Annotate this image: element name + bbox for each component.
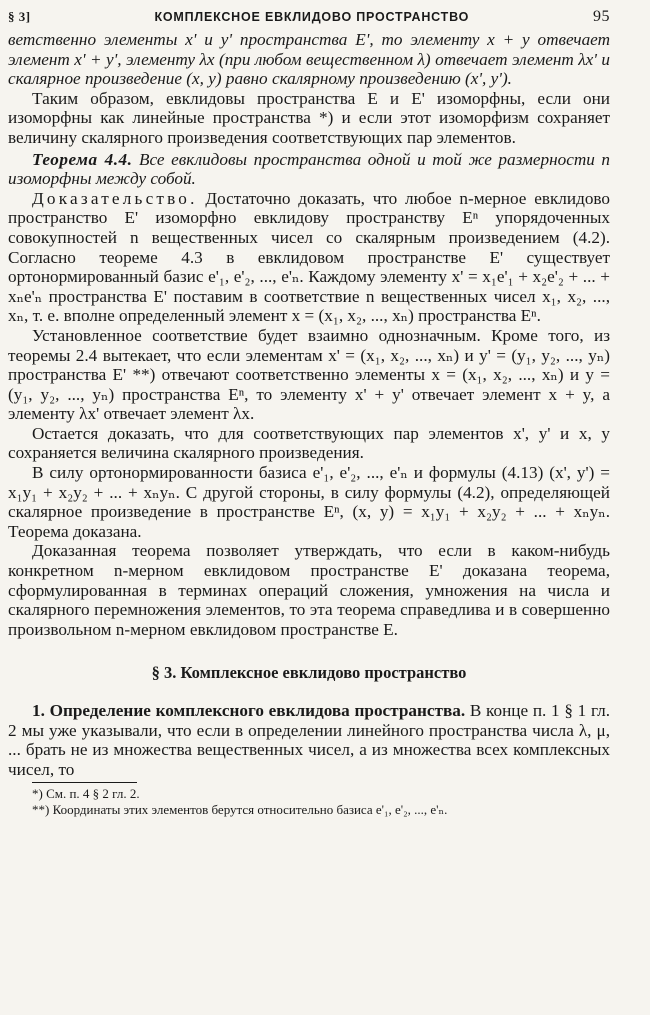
subsection-text: В конце п. 1 § 1 гл. 2 мы уже указывали, что если в определении линейного пространства числа λ, μ, ... брать не из множества вещественных чисел, а из множества всех комплексных чисел, то	[8, 701, 610, 779]
paragraph-consequence: Доказанная теорема позволяет утверждать, что если в каком-нибудь конкретном n-мерном евклидовом пространстве E' доказана теорема, сформулированная в терминах операций сложения, умножения на числа и скалярного перемножения элементов, то эта теорема справедлива и в совершенно произвольном n-мерном евклидовом пространстве E.	[8, 541, 610, 639]
section-heading: § 3. Комплексное евклидово пространство	[151, 663, 467, 683]
footnote-1: *) См. п. 4 § 2 гл. 2.	[32, 786, 140, 802]
footnote-rule	[32, 782, 137, 783]
theorem-statement: Все евклидовы пространства одной и той же размерности n изоморфны между собой.	[8, 149, 611, 189]
paragraph-orthonormality: В силу ортонормированности базиса e'₁, e'₂, ..., e'ₙ и формулы (4.13) (x', y') = x₁y₁ + x₂y₂ + ... + xₙyₙ. С другой стороны, в силу формулы (4.2), определяющей скалярное произведение в пространстве Eⁿ, (x, y) = x₁y₁ + x₂y₂ + ... + xₙyₙ. Теорема доказана.	[8, 463, 610, 541]
running-title: КОМПЛЕКСНОЕ ЕВКЛИДОВО ПРОСТРАНСТВО	[154, 10, 470, 24]
proof-text: Достаточно доказать, что любое n-мерное евклидово пространство E' изоморфно евклидову пространству Eⁿ упорядоченных совокупностей n вещественных чисел со скалярным произведением (4.2). Согласно теореме 4.3 в евклидовом пространстве E' существует ортонормированный базис e'₁, e'₂, ..., e'ₙ. Каждому элементу x' = x₁e'₁ + x₂e'₂ + ... + xₙe'ₙ пространства E' поставим в соответствие n вещественных чисел x₁, x₂, ..., xₙ, т. е. вполне определенный элемент x = (x₁, x₂, ..., xₙ) пространства Eⁿ.	[8, 188, 611, 326]
page-header	[8, 8, 610, 30]
paragraph-isomorphism-definition: Таким образом, евклидовы пространства E и E' изоморфны, если они изоморфны как линейные пространства *) и если этот изоморфизм сохраняет величину скалярного произведения соответствующих пар элементов.	[8, 88, 610, 147]
proof-paragraph	[8, 189, 610, 326]
subsection-paragraph	[8, 701, 610, 779]
paragraph-continuation: ветственно элементы x' и y' пространства E', то элементу x + y отвечает элемент x' + y', элементу λx (при любом вещественном λ) отвечает элемент λx' и скалярное произведение (x, y) равно скалярному произведению (x', y').	[8, 30, 610, 89]
header-section-mark: § 3]	[8, 9, 31, 24]
page-body	[8, 30, 610, 779]
proof-label: Доказательство.	[32, 188, 198, 208]
theorem-label: Теорема 4.4.	[32, 149, 133, 169]
page-number: 95	[593, 8, 610, 25]
footnote-2: **) Координаты этих элементов берутся относительно базиса e'₁, e'₂, ..., e'ₙ.	[32, 801, 448, 817]
subsection-heading: 1. Определение комплексного евклидова пространства.	[32, 701, 466, 720]
theorem-4-4	[8, 150, 610, 189]
paragraph-correspondence: Установленное соответствие будет взаимно однозначным. Кроме того, из теоремы 2.4 вытекает, что если элементам x' = (x₁, x₂, ..., xₙ) и y' = (y₁, y₂, ..., yₙ) пространства E' **) отвечают соответственно элементы x = (x₁, x₂, ..., xₙ) и y = (y₁, y₂, ..., yₙ) пространства Eⁿ, то элементу x' + y' отвечает элемент x + y, а элементу λx' отвечает элемент λx.	[8, 325, 610, 424]
paragraph-remains-to-prove: Остается доказать, что для соответствующих пар элементов x', y' и x, y сохраняется величина скалярного произведения.	[8, 423, 610, 463]
